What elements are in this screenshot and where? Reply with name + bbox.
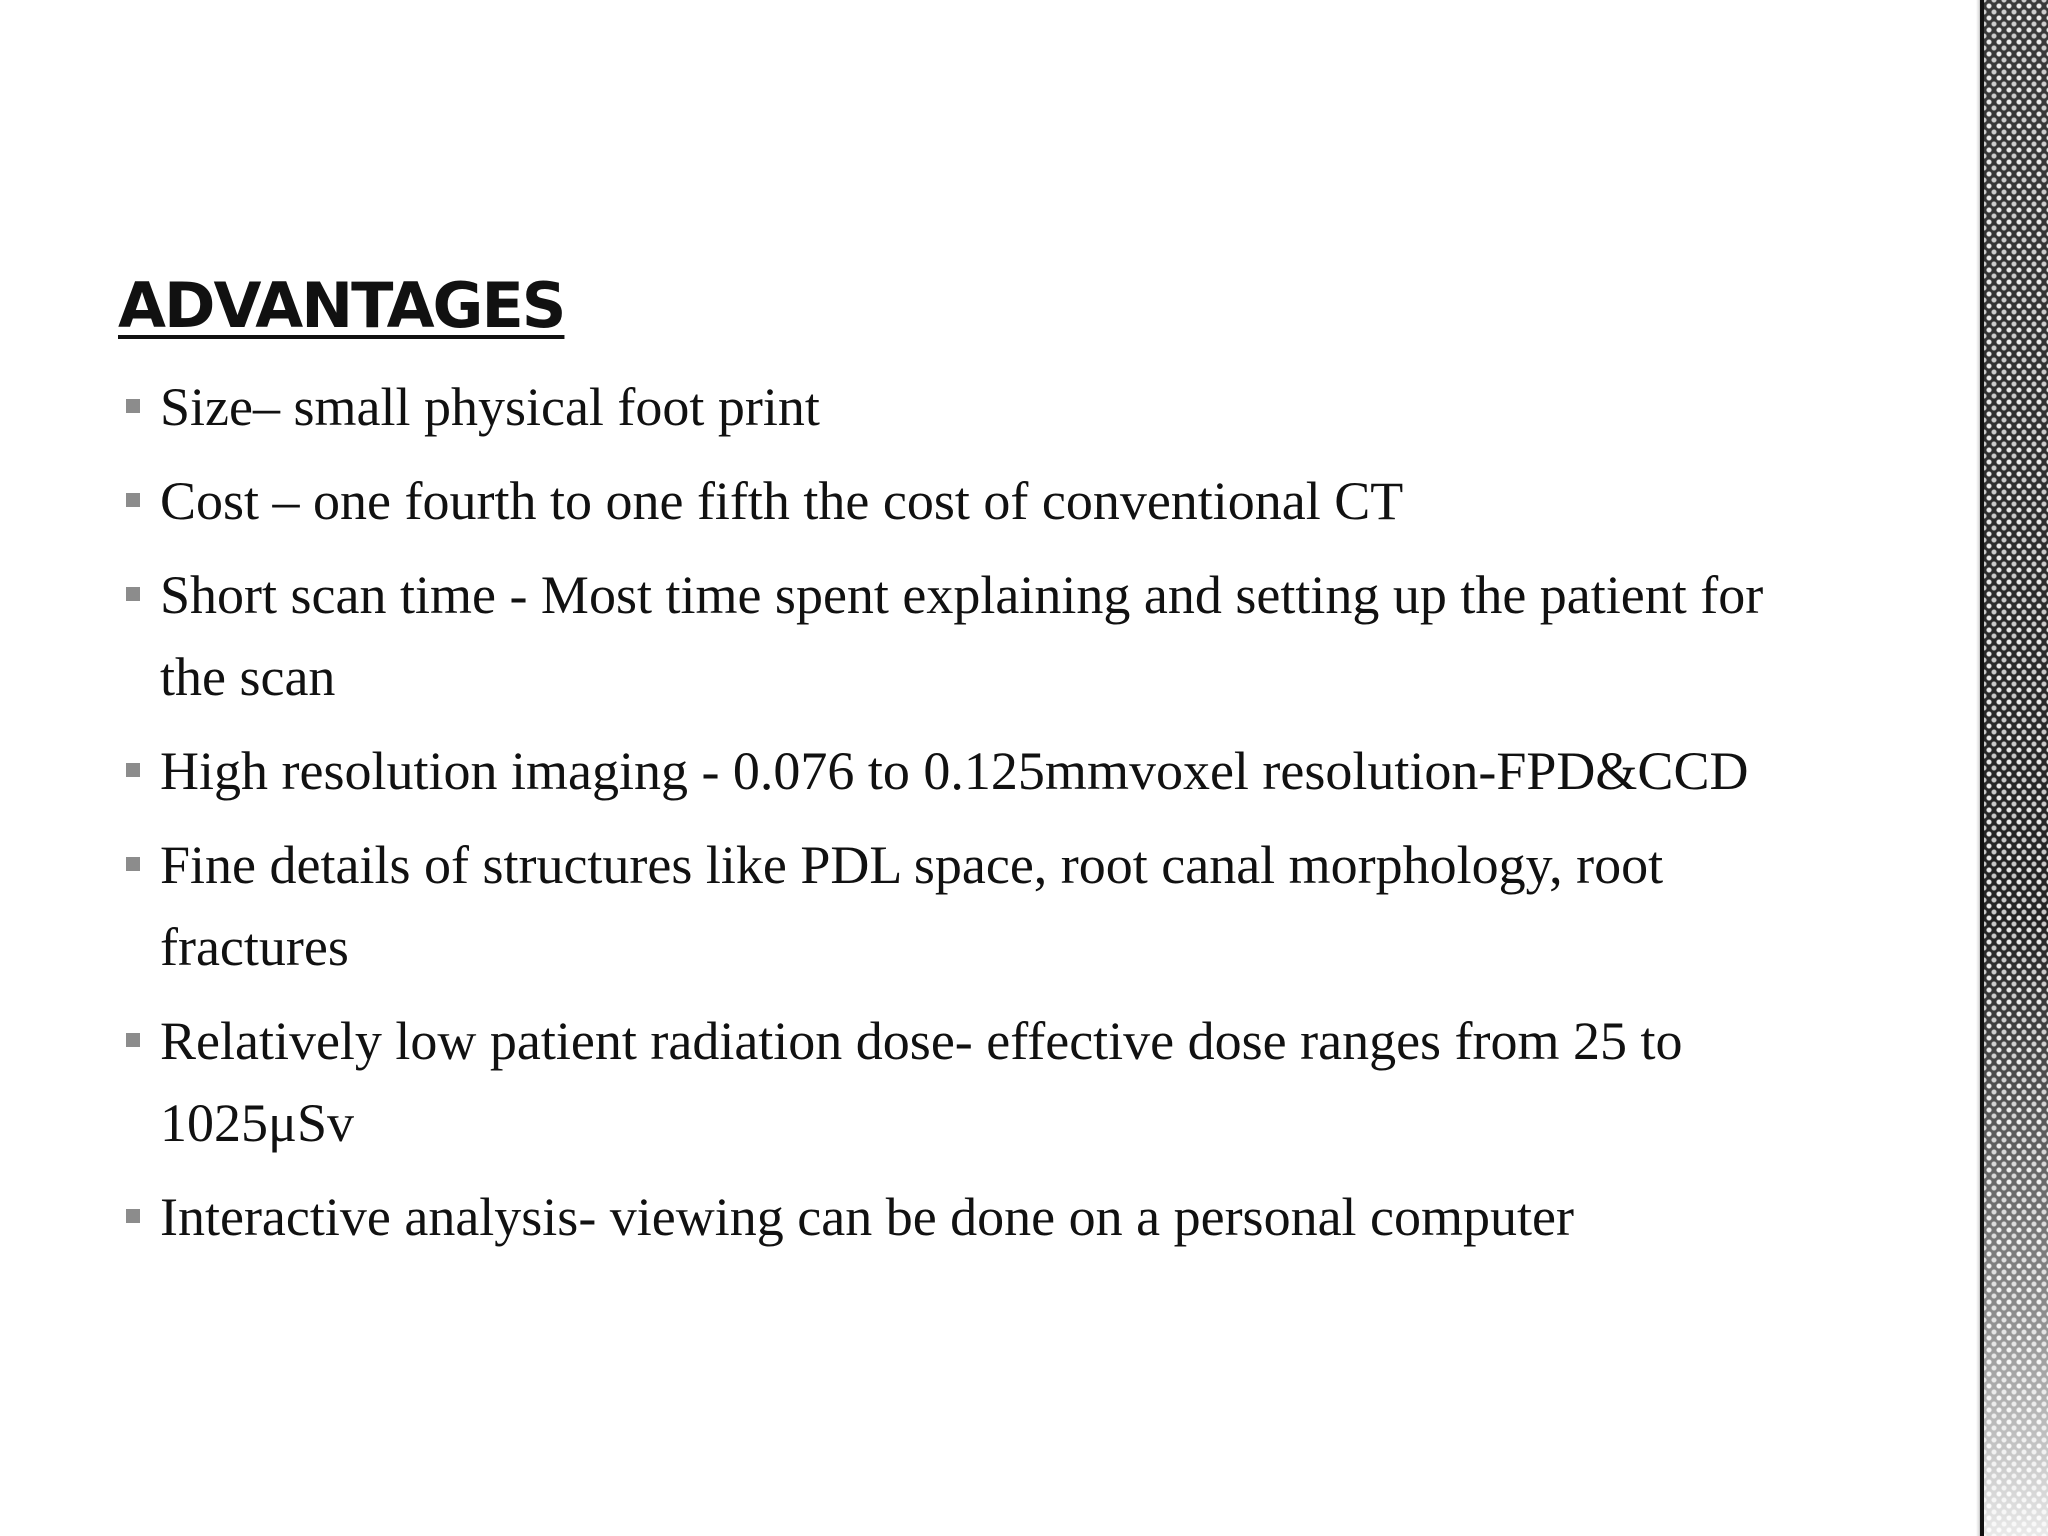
bullet-list: [118, 366, 1798, 1270]
bullet-item-radiation-dose: [118, 1000, 1798, 1164]
bullet-text: Size– small physical foot print: [160, 377, 820, 437]
square-bullet-icon: [126, 1033, 140, 1047]
square-bullet-icon: [126, 1209, 140, 1223]
bullet-item-scan-time: [118, 554, 1798, 718]
bullet-text: Short scan time - Most time spent explaining and setting up the patient for the scan: [160, 565, 1764, 707]
bullet-item-interactive-analysis: [118, 1176, 1798, 1258]
bullet-item-cost: [118, 460, 1798, 542]
square-bullet-icon: [126, 493, 140, 507]
square-bullet-icon: [126, 587, 140, 601]
bullet-item-fine-details: [118, 824, 1798, 988]
decorative-side-strip: [1980, 0, 2048, 1536]
bullet-item-resolution: [118, 730, 1798, 812]
bullet-text: High resolution imaging - 0.076 to 0.125mmvoxel resolution-FPD&CCD: [160, 741, 1749, 801]
square-bullet-icon: [126, 763, 140, 777]
bullet-item-size: [118, 366, 1798, 448]
square-bullet-icon: [126, 857, 140, 871]
square-bullet-icon: [126, 399, 140, 413]
bullet-text: Cost – one fourth to one fifth the cost of conventional CT: [160, 471, 1404, 531]
bullet-text: Relatively low patient radiation dose- effective dose ranges from 25 to 1025μSv: [160, 1011, 1683, 1153]
bullet-text: Fine details of structures like PDL space, root canal morphology, root fractures: [160, 835, 1664, 977]
slide-title: ADVANTAGES: [118, 269, 565, 342]
bullet-text: Interactive analysis- viewing can be done on a personal computer: [160, 1187, 1574, 1247]
